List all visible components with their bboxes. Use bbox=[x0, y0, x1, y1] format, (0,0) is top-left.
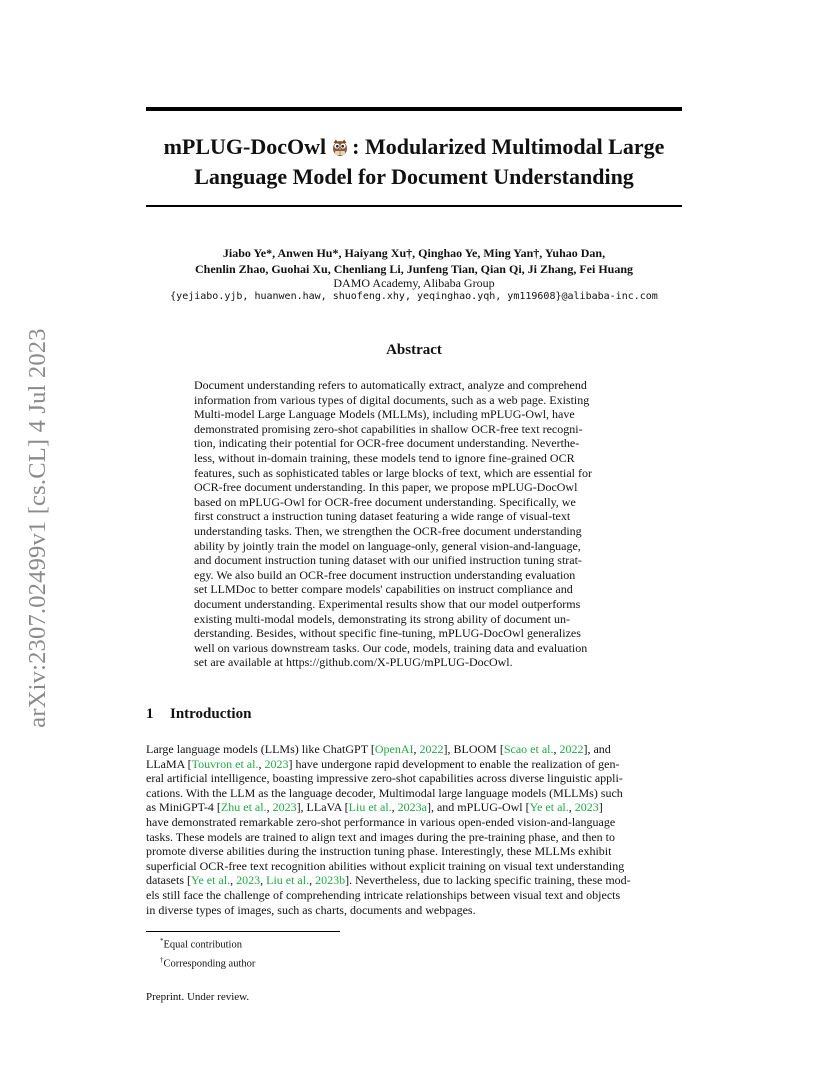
section-number: 1 bbox=[146, 706, 154, 722]
abstract-heading: Abstract bbox=[386, 342, 442, 358]
intro-line: have demonstrated remarkable zero-shot performance in various open-ended vision-and-language bbox=[146, 814, 616, 829]
abstract-body bbox=[194, 378, 634, 670]
citation-link[interactable]: OpenAI bbox=[374, 742, 414, 756]
abstract-line: ability by jointly train the model on language-only, general vision-and-language, bbox=[194, 538, 581, 553]
abstract-line: Document understanding refers to automatically extract, analyze and comprehend bbox=[194, 378, 587, 392]
intro-line: promote diverse abilities during the instruction tuning phase. Interestingly, these MLLMs exhibit bbox=[146, 844, 612, 859]
footnote-equal-contribution: *Equal contribution bbox=[160, 937, 242, 951]
intro-line: as MiniGPT-4 [Zhu et al., 2023], LLaVA [Liu et al., 2023a], and mPLUG-Owl [Ye et al., 2023] bbox=[146, 800, 603, 815]
citation-link[interactable]: Ye et al. bbox=[529, 800, 569, 815]
section-heading bbox=[146, 706, 251, 723]
authors-line1: Jiabo Ye*, Anwen Hu*, Haiyang Xu†, Qinghao Ye, Ming Yan†, Yuhao Dan, bbox=[222, 246, 606, 260]
citation-link[interactable]: 2023 bbox=[236, 873, 261, 888]
citation-link[interactable]: 2022 bbox=[419, 742, 444, 756]
intro-line: LLaMA [Touvron et al., 2023] have undergone rapid development to enable the realization of gen- bbox=[146, 756, 620, 771]
citation-link[interactable]: Liu et al. bbox=[266, 873, 310, 888]
section-title: Introduction bbox=[170, 706, 252, 722]
arxiv-stamp: arXiv:2307.02499v1 [cs.CL] 4 Jul 2023 bbox=[24, 328, 51, 728]
abstract-line: well on various downstream tasks. Our code, models, training data and evaluation bbox=[194, 640, 588, 655]
title-line2: Language Model for Document Understanding bbox=[194, 164, 634, 189]
citation-link[interactable]: 2023 bbox=[272, 800, 297, 815]
abstract-line: understanding tasks. Then, we strengthen the OCR-free document understanding bbox=[194, 523, 582, 538]
introduction-body bbox=[146, 742, 682, 917]
intro-line: in diverse types of images, such as charts, documents and webpages. bbox=[146, 902, 476, 917]
title-top-rule bbox=[146, 107, 682, 111]
abstract-line: derstanding. Besides, without specific fine-tuning, mPLUG-DocOwl generalizes bbox=[194, 626, 581, 641]
abstract-line: features, such as sophisticated tables or large blocks of text, which are essential for bbox=[194, 465, 592, 480]
title-bottom-rule bbox=[146, 205, 682, 207]
author-list bbox=[100, 245, 728, 277]
author-emails: {yejiabo.yjb, huanwen.haw, shuofeng.xhy, yeqinghao.yqh, ym119608}@alibaba-inc.com bbox=[170, 291, 658, 302]
paper-title bbox=[120, 133, 708, 190]
abstract-line: less, without in-domain training, these models tend to ignore fine-grained OCR bbox=[194, 450, 575, 465]
abstract-line: information from various types of digital documents, such as a web page. Existing bbox=[194, 392, 590, 407]
title-line1-part1: mPLUG-DocOwl bbox=[163, 134, 327, 159]
footnotes bbox=[160, 934, 255, 971]
abstract-line: set are available at https://github.com/X-PLUG/mPLUG-DocOwl. bbox=[194, 655, 513, 670]
intro-line: datasets [Ye et al., 2023, Liu et al., 2023b]. Nevertheless, due to lacking specific training, these mod- bbox=[146, 873, 631, 888]
footnote-corresponding-author: †Corresponding author bbox=[160, 955, 256, 969]
owl-icon bbox=[330, 136, 350, 163]
citation-link[interactable]: 2023b bbox=[315, 873, 346, 888]
abstract-line: document understanding. Experimental results show that our model outperforms bbox=[194, 596, 581, 611]
abstract-line: existing multi-modal models, demonstrating its strong ability of document un- bbox=[194, 611, 570, 626]
abstract-line: based on mPLUG-Owl for OCR-free document understanding. Specifically, we bbox=[194, 494, 576, 509]
affiliation: DAMO Academy, Alibaba Group bbox=[333, 276, 495, 290]
citation-link[interactable]: 2023 bbox=[264, 756, 289, 771]
citation-link[interactable]: Ye et al. bbox=[190, 873, 231, 888]
abstract-line: tion, indicating their potential for OCR-free document understanding. Neverthe- bbox=[194, 436, 580, 451]
citation-link[interactable]: Liu et al. bbox=[348, 800, 392, 815]
abstract-line: set LLMDoc to better compare models' capabilities on instruct compliance and bbox=[194, 582, 573, 597]
footnote-rule bbox=[146, 931, 340, 932]
abstract-line: OCR-free document understanding. In this paper, we propose mPLUG-DocOwl bbox=[194, 480, 578, 495]
intro-line: cations. With the LLM as the language decoder, Multimodal large language models (MLLMs) such bbox=[146, 785, 623, 800]
citation-link[interactable]: 2022 bbox=[559, 742, 584, 756]
intro-line: els still face the challenge of comprehending intricate relationships between visual text and objects bbox=[146, 887, 621, 902]
citation-link[interactable]: Touvron et al. bbox=[191, 756, 259, 771]
title-line1-part2: : Modularized Multimodal Large bbox=[352, 134, 665, 159]
intro-line: eral artificial intelligence, boasting impressive zero-shot capabilities across diverse linguistic appli- bbox=[146, 771, 623, 786]
intro-line: superficial OCR-free text recognition abilities without explicit training on visual text understanding bbox=[146, 858, 625, 873]
abstract-line: egy. We also build an OCR-free document instruction understanding evaluation bbox=[194, 567, 576, 582]
intro-line: tasks. These models are trained to align text and images during the pre-training phase, and then to bbox=[146, 829, 615, 844]
citation-link[interactable]: 2023 bbox=[574, 800, 599, 815]
citation-link[interactable]: Zhu et al. bbox=[220, 800, 267, 815]
preprint-notice: Preprint. Under review. bbox=[146, 991, 250, 1003]
citation-link[interactable]: Scao et al. bbox=[503, 742, 554, 756]
authors-line2: Chenlin Zhao, Guohai Xu, Chenliang Li, Junfeng Tian, Qian Qi, Ji Zhang, Fei Huang bbox=[194, 262, 634, 276]
abstract-line: first construct a instruction tuning dataset featuring a wide range of visual-text bbox=[194, 509, 571, 524]
abstract-line: Multi-model Large Language Models (MLLMs), including mPLUG-Owl, have bbox=[194, 407, 575, 422]
abstract-line: demonstrated promising zero-shot capabilities in shallow OCR-free text recogni- bbox=[194, 421, 583, 436]
citation-link[interactable]: 2023a bbox=[397, 800, 427, 815]
intro-line: Large language models (LLMs) like ChatGPT [OpenAI, 2022], BLOOM [Scao et al., 2022], and bbox=[146, 742, 611, 756]
abstract-line: and document instruction tuning dataset with our unified instruction tuning strat- bbox=[194, 553, 582, 568]
